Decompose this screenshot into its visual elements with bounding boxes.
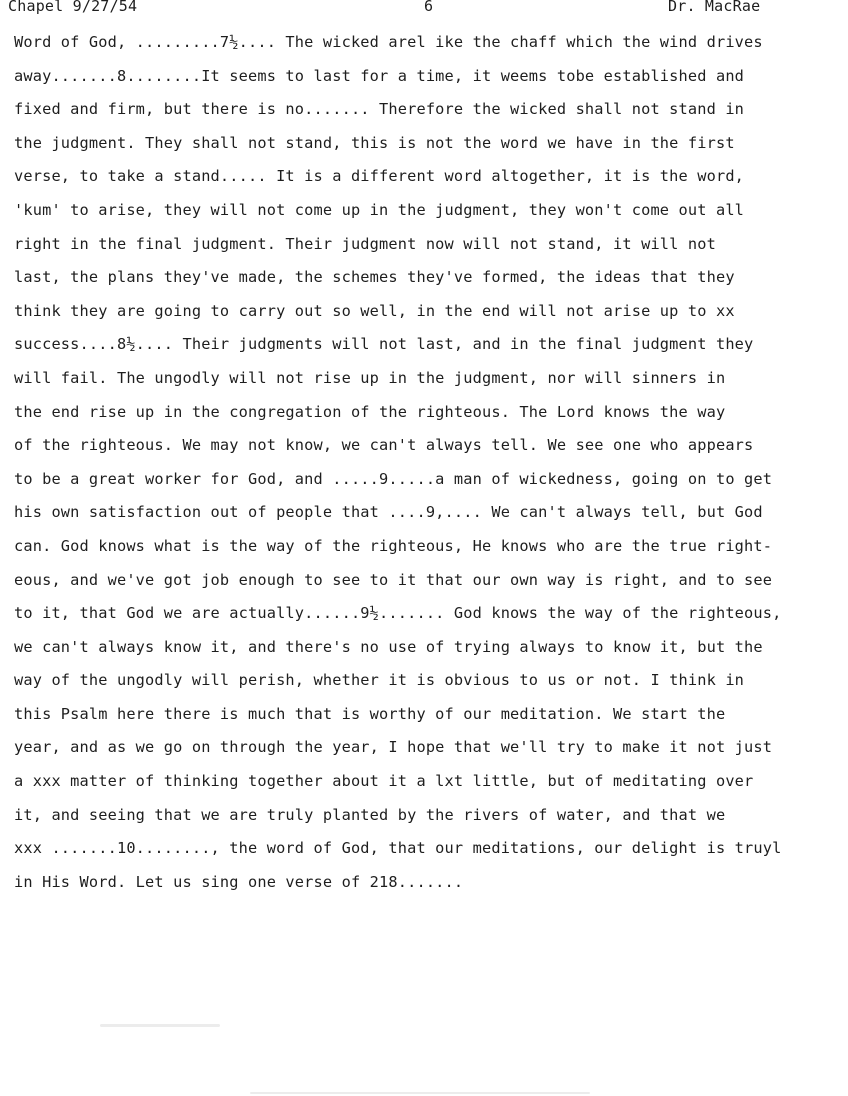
text-line: to it, that God we are actually......9½....... God knows the way of the righteous, (14, 604, 782, 623)
text-line: fixed and firm, but there is no....... Therefore the wicked shall not stand in (14, 100, 745, 119)
text-line: the judgment. They shall not stand, this is not the word we have in the first (14, 133, 735, 152)
text-line: this Psalm here there is much that is worthy of our meditation. We start the (14, 704, 726, 723)
text-line: will fail. The ungodly will not rise up in the judgment, nor will sinners in (14, 368, 726, 387)
page-number: 6 (424, 0, 434, 15)
text-line: Word of God, .........7½.... The wicked arel ike the chaff which the wind drives (14, 33, 763, 51)
text-line: it, and seeing that we are truly planted by the rivers of water, and that we (14, 805, 726, 824)
text-line: away.......8........It seems to last for a time, it weems tobe established and (14, 66, 745, 85)
scan-smudge (250, 1092, 590, 1094)
header-author: Dr. MacRae (668, 0, 761, 15)
text-line: 'kum' to arise, they will not come up in the judgment, they won't come out all (14, 200, 745, 219)
text-line: we can't always know it, and there's no use of trying always to know it, but the (14, 637, 763, 656)
transcript-body (14, 31, 844, 904)
header-chapel-date: Chapel 9/27/54 (8, 0, 138, 15)
text-line: year, and as we go on through the year, I hope that we'll try to make it not just (14, 738, 773, 757)
scan-smudge (100, 1024, 220, 1027)
text-line: verse, to take a stand..... It is a different word altogether, it is the word, (14, 167, 745, 186)
text-line: the end rise up in the congregation of the righteous. The Lord knows the way (14, 402, 726, 421)
text-line: his own satisfaction out of people that ....9,.... We can't always tell, but God (14, 503, 763, 522)
text-line: right in the final judgment. Their judgment now will not stand, it will not (14, 234, 716, 253)
text-line: think they are going to carry out so well, in the end will not arise up to xx (14, 301, 735, 320)
text-line: to be a great worker for God, and .....9.....a man of wickedness, going on to get (14, 469, 773, 488)
page-header (0, 0, 848, 19)
text-line: way of the ungodly will perish, whether it is obvious to us or not. I think in (14, 671, 745, 690)
text-line: last, the plans they've made, the schemes they've formed, the ideas that they (14, 268, 735, 287)
text-line: success....8½.... Their judgments will not last, and in the final judgment they (14, 335, 754, 354)
text-line: a xxx matter of thinking together about it a lxt little, but of meditating over (14, 772, 754, 791)
text-line: of the righteous. We may not know, we can't always tell. We see one who appears (14, 436, 754, 455)
text-line: in His Word. Let us sing one verse of 218....... (14, 872, 464, 891)
text-line: xxx .......10........, the word of God, that our meditations, our delight is truyl (14, 839, 782, 858)
text-line: can. God knows what is the way of the righteous, He knows who are the true right- (14, 536, 773, 555)
text-line: eous, and we've got job enough to see to it that our own way is right, and to see (14, 570, 773, 589)
